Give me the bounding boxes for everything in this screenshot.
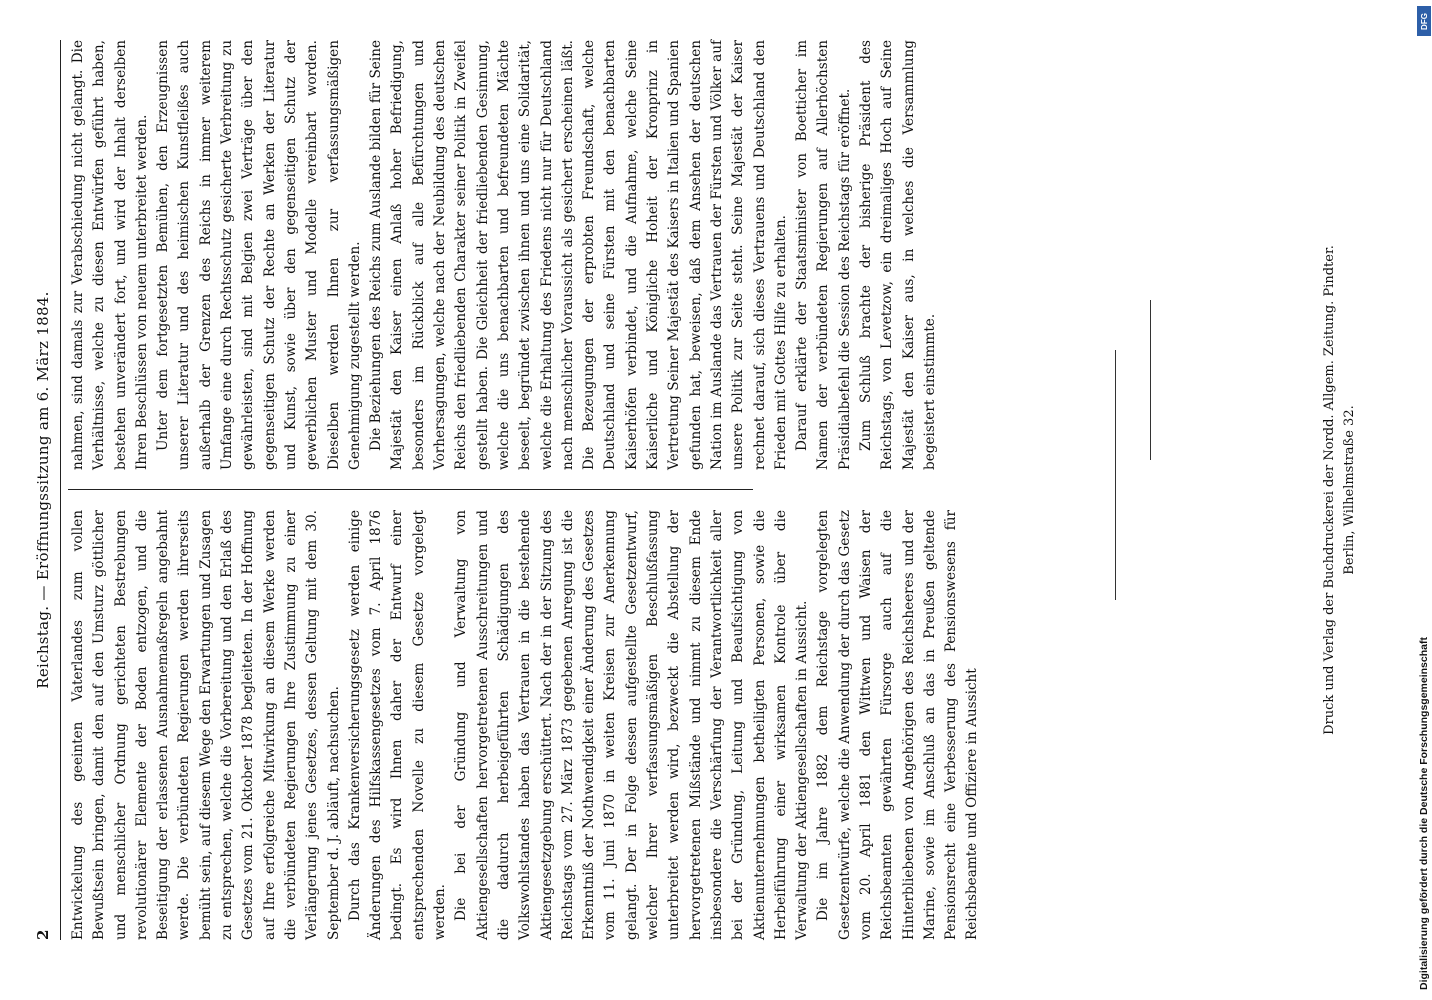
left-column <box>68 510 984 940</box>
running-head-title: Reichstag. — Eröffnungssitzung am 6. März 1884. <box>34 291 52 689</box>
imprint-address: Berlin, Wilhelmstraße 32. <box>1342 405 1357 575</box>
paragraph: Durch das Krankenversicherungsgesetz werden einige Änderungen des Hilfskassengesetzes vom 7. April 1876 bedingt. Es wird Ihnen daher der Entwurf einer entsprechenden Novelle zu diesem Gesetze vorgelegt werden. <box>346 510 449 940</box>
column-divider <box>68 489 753 490</box>
paragraph: nahmen, sind damals zur Verabschiedung nicht gelangt. Die Verhältnisse, welche zu diesen Entwürfen geführt haben, bestehen unverändert fort, und wird der Inhalt derselben Ihren Beschlüssen von neuem unterbreitet werden. <box>70 40 150 470</box>
closing-rule-short <box>1150 300 1151 460</box>
paragraph: Die Beziehungen des Reichs zum Auslande bilden für Seine Majestät den Kaiser einen Anlaß hoher Befriedigung, besonders im Rückblick auf alle Befürchtungen und Vorhersagungen, welche nach der Neubildung des deutschen Reichs den friedliebenden Charakter seiner Politik in Zweifel gestellt haben. Die Gleichheit der friedliebenden Gesinnung, welche die uns benachbarten und befreundeten Mächte beseelt, begründet zwischen ihnen und uns eine Solidarität, welche die Erhaltung des Friedens nicht nur für Deutschland nach menschlicher Voraussicht als gesichert erscheinen läßt. Die Bezeugungen der erprobten Freundschaft, welche Deutschland und seine Fürsten mit den benachbarten Kaiserhöfen verbindet, und die Aufnahme, welche Seine Kaiserliche und Königliche Hoheit der Kronprinz in Vertretung Seiner Majestät des Kaisers in Italien und Spanien gefunden hat, beweisen, daß dem Ansehen der deutschen Nation im Auslande das Vertrauen der Fürsten und Völker auf unsere Politik zur Seite steht. Seine Majestät der Kaiser rechnet darauf, sich dieses Vertrauens und Deutschland den Frieden mit Gottes Hilfe zu erhalten. <box>368 40 789 470</box>
paragraph: Zum Schluß brachte der bisherige Präsident des Reichstags, von Levetzow, ein dreimaliges Hoch auf Seine Majestät den Kaiser aus, in welches die Versammlung begeistert einstimmte. <box>857 40 938 470</box>
dfg-logo: DFG <box>1417 6 1431 36</box>
paragraph: Entwickelung des geeinten Vaterlandes zum vollen Bewußtsein bringen, damit den auf den Umsturz göttlicher und menschlicher Ordnung gerichteten Bestrebungen revolutionärer Elemente der Boden entzogen, und die Beseitigung der erlassenen Ausnahmemaßregeln angebahnt werde. Die verbündeten Regierungen werden ihrerseits bemüht sein, auf diesem Wege den Erwartungen und Zusagen zu entsprechen, welche die Vorbereitung und den Erlaß des Gesetzes vom 21. Oktober 1878 begleiteten. In der Hoffnung auf Ihre erfolgreiche Mitwirkung an diesem Werke werden die verbündeten Regierungen Ihre Zustimmung zu einer Verlängerung jenes Gesetzes, dessen Geltung mit dem 30. September d. J. abläuft, nachsuchen. <box>70 510 342 940</box>
head-rule <box>60 40 61 940</box>
right-column <box>68 40 941 470</box>
rotated-document-page <box>30 40 1390 940</box>
imprint-line: Druck und Verlag der Buchdruckerei der Nordd. Allgem. Zeitung. Pindter. <box>1322 245 1337 735</box>
printer-imprint <box>1320 40 1360 940</box>
closing-rule <box>1115 350 1116 600</box>
paragraph: Darauf erklärte der Staatsminister von Boetticher im Namen der verbündeten Regierungen auf Allerhöchsten Präsidialbefehl die Session des Reichstags für eröffnet. <box>794 40 853 470</box>
text-columns <box>68 40 1068 940</box>
paragraph: Unter dem fortgesetzten Bemühen, den Erzeugnissen unserer Literatur und des heimischen Kunstfleißes auch außerhalb der Grenzen des Reichs in immer weiterem Umfange eine durch Rechtsschutz gesicherte Verbreitung zu gewährleisten, sind mit Belgien zwei Verträge über den gegenseitigen Schutz der Rechte an Werken der Literatur und Kunst, sowie über den gegenseitigen Schutz der gewerblichen Muster und Modelle vereinbart worden. Dieselben werden Ihnen zur verfassungsmäßigen Genehmigung zugestellt werden. <box>155 40 363 470</box>
digitization-credit: Digitalisierung gefördert durch die Deutsche Forschungsgemeinschaft <box>1418 637 1430 990</box>
page-number: 2 <box>34 929 52 940</box>
paragraph: Die im Jahre 1882 dem Reichstage vorgelegten Gesetzentwürfe, welche die Anwendung der durch das Gesetz vom 20. April 1881 den Wittwen und Waisen der Reichsbeamten gewährten Fürsorge auch auf die Hinterbliebenen von Angehörigen des Reichsheeres und der Marine, sowie im Anschluß an das in Preußen geltende Pensionsrecht eine Verbesserung des Pensionswesens für Reichsbeamte und Offiziere in Aussicht <box>815 510 981 940</box>
paragraph: Die bei der Gründung und Verwaltung von Aktiengesellschaften hervorgetretenen Ausschreitungen und die dadurch herbeigeführten Schädigungen des Volkswohlstandes haben das Vertrauen in die bestehende Aktiengesetzgebung erschüttert. Nach der in der Sitzung des Reichstags vom 27. März 1873 gegebenen Anregung ist die Erkenntniß der Nothwendigkeit einer Änderung des Gesetzes vom 11. Juni 1870 in weiten Kreisen zur Anerkennung gelangt. Der in Folge dessen aufgestellte Gesetzentwurf, welcher Ihrer verfassungsmäßigen Beschlußfassung unterbreitet werden wird, bezweckt die Abstellung der hervorgetretenen Mißstände und nimmt zu diesem Ende insbesondere die Verschärfung der Verantwortlichkeit aller bei der Gründung, Leitung und Beaufsichtigung von Aktienunternehmungen betheiligten Personen, sowie die Herbeiführung einer wirksamen Kontrole über die Verwaltung der Aktiengesellschaften in Aussicht. <box>453 510 811 940</box>
running-head <box>30 40 64 940</box>
